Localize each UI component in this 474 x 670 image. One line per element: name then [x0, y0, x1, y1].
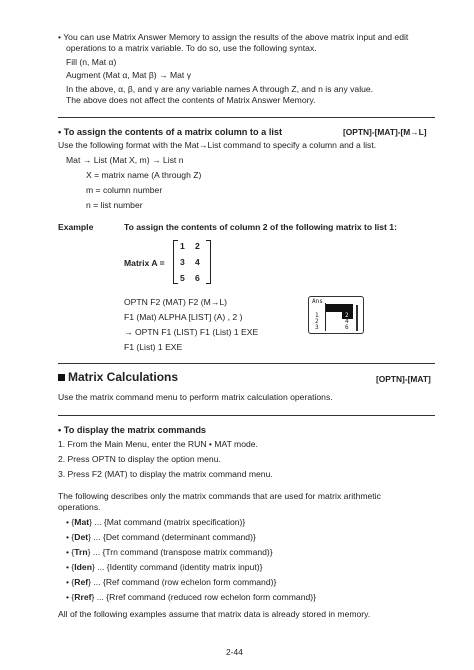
matrix-cell: 4 — [195, 257, 200, 267]
matrix-cell: 2 — [195, 241, 200, 251]
screen-title: Ans — [312, 298, 323, 305]
key-sequence-line2: F1 (Mat) ALPHA [LIST] (A) , 2 ) — [124, 312, 243, 322]
display-cmds-divider — [58, 415, 435, 416]
intro-bullet-line2: operations to a matrix variable. To do so, use the following syntax. — [66, 43, 317, 53]
matrix-cell: 5 — [180, 273, 185, 283]
mat-to-list-description: Use the following format with the Mat→List command to specify a column and a list. — [58, 140, 377, 150]
command-item: • {Det} ... {Det command (determinant command)} — [66, 532, 256, 542]
definition-list-number: n = list number — [86, 200, 143, 210]
key-path-matrix-calc: [OPTN]-[MAT] — [376, 374, 431, 384]
answer-memory-note: The above does not affect the contents of Matrix Answer Memory. — [66, 95, 316, 105]
definition-matrix-name: X = matrix name (A through Z) — [86, 170, 202, 180]
mat-to-list-format: Mat → List (Mat X, m) → List n — [66, 155, 184, 165]
matrix-cell: 6 — [195, 273, 200, 283]
syntax-fill: Fill (n, Mat α) — [66, 57, 117, 67]
key-sequence-line3: → OPTN F1 (LIST) F1 (List) 1 EXE — [124, 327, 259, 337]
square-bullet-icon — [58, 374, 65, 381]
closing-note: All of the following examples assume that matrix data is already stored in memory. — [58, 609, 371, 619]
command-item: • {Mat} ... {Mat command (matrix specification)} — [66, 517, 246, 527]
section-heading-mat-to-list: • To assign the contents of a matrix column to a list — [58, 127, 283, 137]
matrix-left-bracket — [173, 240, 178, 284]
screen-row-label: 1 — [315, 312, 319, 319]
intro-bullet-line1: • You can use Matrix Answer Memory to assign the results of the above matrix input and edit — [58, 32, 409, 42]
key-sequence-line1: OPTN F2 (MAT) F2 (M→L) — [124, 297, 227, 307]
calculator-screen — [308, 296, 364, 334]
example-label: Example — [58, 222, 94, 232]
matrix-cell: 3 — [180, 257, 185, 267]
example-title: To assign the contents of column 2 of the following matrix to list 1: — [124, 222, 397, 232]
display-cmds-step1: 1. From the Main Menu, enter the RUN • MAT mode. — [58, 439, 258, 449]
follow-text-line2: operations. — [58, 502, 101, 512]
matrix-calc-divider — [58, 363, 435, 364]
screen-value: 6 — [345, 324, 349, 331]
matrix-right-bracket — [206, 240, 211, 284]
command-item: • {Ref} ... {Ref command (row echelon form command)} — [66, 577, 277, 587]
matrix-calc-heading-text: Matrix Calculations — [68, 370, 179, 384]
matrix-cell: 1 — [180, 241, 185, 251]
section-divider — [58, 117, 435, 118]
key-path-mat-to-list: [OPTN]-[MAT]-[M→L] — [343, 127, 427, 137]
screen-value: 2 — [345, 312, 349, 319]
matrix-calc-description: Use the matrix command menu to perform matrix calculation operations. — [58, 392, 333, 402]
definition-column-number: m = column number — [86, 185, 163, 195]
variable-note: In the above, α, β, and γ are any variable names A through Z, and n is any value. — [66, 84, 374, 94]
screen-value: 4 — [345, 318, 349, 325]
screen-row-label: 3 — [315, 324, 319, 331]
display-cmds-step3: 3. Press F2 (MAT) to display the matrix command menu. — [58, 469, 273, 479]
key-sequence-line4: F1 (List) 1 EXE — [124, 342, 183, 352]
syntax-augment: Augment (Mat α, Mat β) → Mat γ — [66, 70, 191, 80]
matrix-a-label: Matrix A = — [124, 258, 165, 268]
follow-text-line1: The following describes only the matrix commands that are used for matrix arithmetic — [58, 491, 381, 501]
screen-header-bar — [326, 304, 353, 312]
display-cmds-step2: 2. Press OPTN to display the option menu. — [58, 454, 221, 464]
screen-scrollbar — [356, 305, 358, 331]
screen-row-label: 2 — [315, 318, 319, 325]
page-number: 2-44 — [226, 647, 243, 657]
matrix-calc-heading — [58, 370, 178, 384]
display-cmds-heading: • To display the matrix commands — [58, 425, 207, 435]
command-item: • {Trn} ... {Trn command (transpose matrix command)} — [66, 547, 273, 557]
command-item: • {Iden} ... {Identity command (identity matrix input)} — [66, 562, 263, 572]
command-item: • {Rref} ... {Rref command (reduced row echelon form command)} — [66, 592, 316, 602]
